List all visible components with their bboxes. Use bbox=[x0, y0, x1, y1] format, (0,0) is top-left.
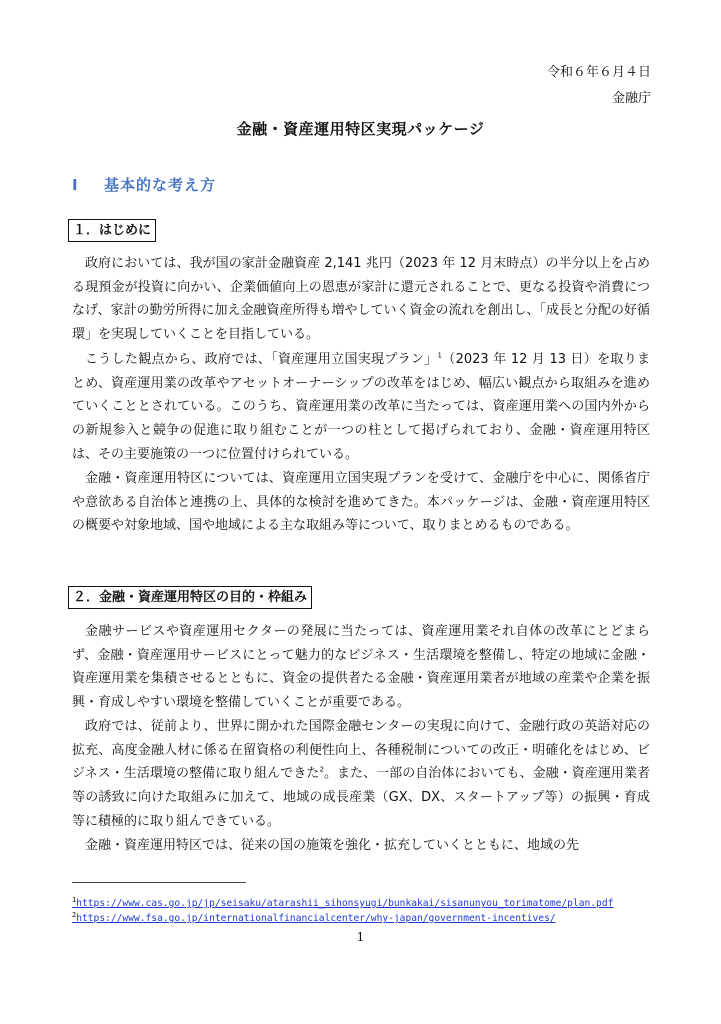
issuing-organization: 金融庁 bbox=[611, 91, 651, 106]
section-heading-purpose-framework: ２．金融・資産運用特区の目的・枠組み bbox=[68, 586, 312, 609]
paragraph-text: こうした観点から、政府では、「資産運用立国実現プラン」 bbox=[85, 352, 438, 367]
footnote-url: https://www.fsa.go.jp/internationalfinancialcenter/why-japan/government-incentives/ bbox=[76, 913, 556, 925]
page-number: 1 bbox=[356, 930, 365, 944]
paragraph: 金融・資産運用特区については、資産運用立国実現プランを受けて、金融庁を中心に、関係省庁や意欲ある自治体と連携の上、具体的な検討を進めてきた。本パッケージは、金融・資産運用特区の概要や対象地域、国や地域による主な取組み等について、取りまとめるものである。 bbox=[72, 471, 650, 534]
footnote-ref: 2 bbox=[319, 766, 324, 775]
document-title: 金融・資産運用特区実現パッケージ bbox=[236, 120, 485, 138]
paragraph: 政府においては、我が国の家計金融資産 2,141 兆円（2023 年 12 月末時点）の半分以上を占める現預金が投資に向かい、企業価値向上の恩恵が家計に還元されることで、更なる投資や消費につなげ、家計の勤労所得に加え金融資産所得も増やしていく資金の流れを創出し、「成長と分配の好循環」を実現していくことを目指している。 bbox=[72, 256, 650, 343]
paragraph: 金融・資産運用特区では、従来の国の施策を強化・拡充していくとともに、地域の先 bbox=[85, 838, 580, 853]
footnote-separator bbox=[72, 882, 246, 883]
paragraph-text: 。また、一部の自治体においても、金融・資産運用業者等の誘致に向けた取組みに加えて、地域の成長産業（GX、DX、スタートアップ等）の振興・育成等に積極的に取り組んできている。 bbox=[72, 766, 650, 829]
paragraph bbox=[72, 715, 650, 834]
header-block bbox=[547, 60, 651, 112]
footnote-link-1[interactable] bbox=[72, 896, 613, 909]
section-heading-introduction: １．はじめに bbox=[68, 219, 156, 242]
footnote-mark: 2 bbox=[72, 911, 77, 919]
issue-date: 令和６年６月４日 bbox=[546, 65, 651, 80]
paragraph-text: 政府では、従前より、世界に開かれた国際金融センターの実現に向けて、金融行政の英語対応の拡充、高度金融人材に係る在留資格の利便性向上、各種税制についての改正・明確化をはじめ、ビジネス・生活環境の整備に取り組んできた bbox=[72, 719, 650, 782]
footnote-ref: 1 bbox=[437, 351, 442, 360]
footnote-mark: 1 bbox=[72, 896, 77, 904]
chapter-label: 基本的な考え方 bbox=[104, 176, 217, 194]
footnote-url: https://www.cas.go.jp/jp/seisaku/atarashii_sihonsyugi/bunkakai/sisanunyou_torimatome/plan.pdf bbox=[76, 898, 614, 910]
chapter-heading bbox=[72, 174, 216, 195]
paragraph-text: （2023 年 12 月 13 日）を取りまとめ、資産運用業の改革やアセットオーナーシップの改革をはじめ、幅広い観点から取組みを進めていくこととされている。このうち、資産運用業の改革に当たっては、資産運用業への国内外からの新規参入と競争の促進に取り組むことが一つの柱として掲げられており、金融・資産運用特区は、その主要施策の一つに位置付けられている。 bbox=[72, 352, 650, 462]
footnote-link-2[interactable] bbox=[72, 911, 556, 924]
paragraph: 金融サービスや資産運用セクターの発展に当たっては、資産運用業それ自体の改革にとどまらず、金融・資産運用サービスにとって魅力的なビジネス・生活環境を整備し、特定の地域に金融・資産運用業を集積させるとともに、資金の提供者たる金融・資産運用業者が地域の産業や企業を振興・育成しやすい環境を整備していくことが重要である。 bbox=[72, 624, 650, 711]
paragraph bbox=[72, 348, 650, 467]
chapter-number: Ⅰ bbox=[72, 176, 79, 194]
